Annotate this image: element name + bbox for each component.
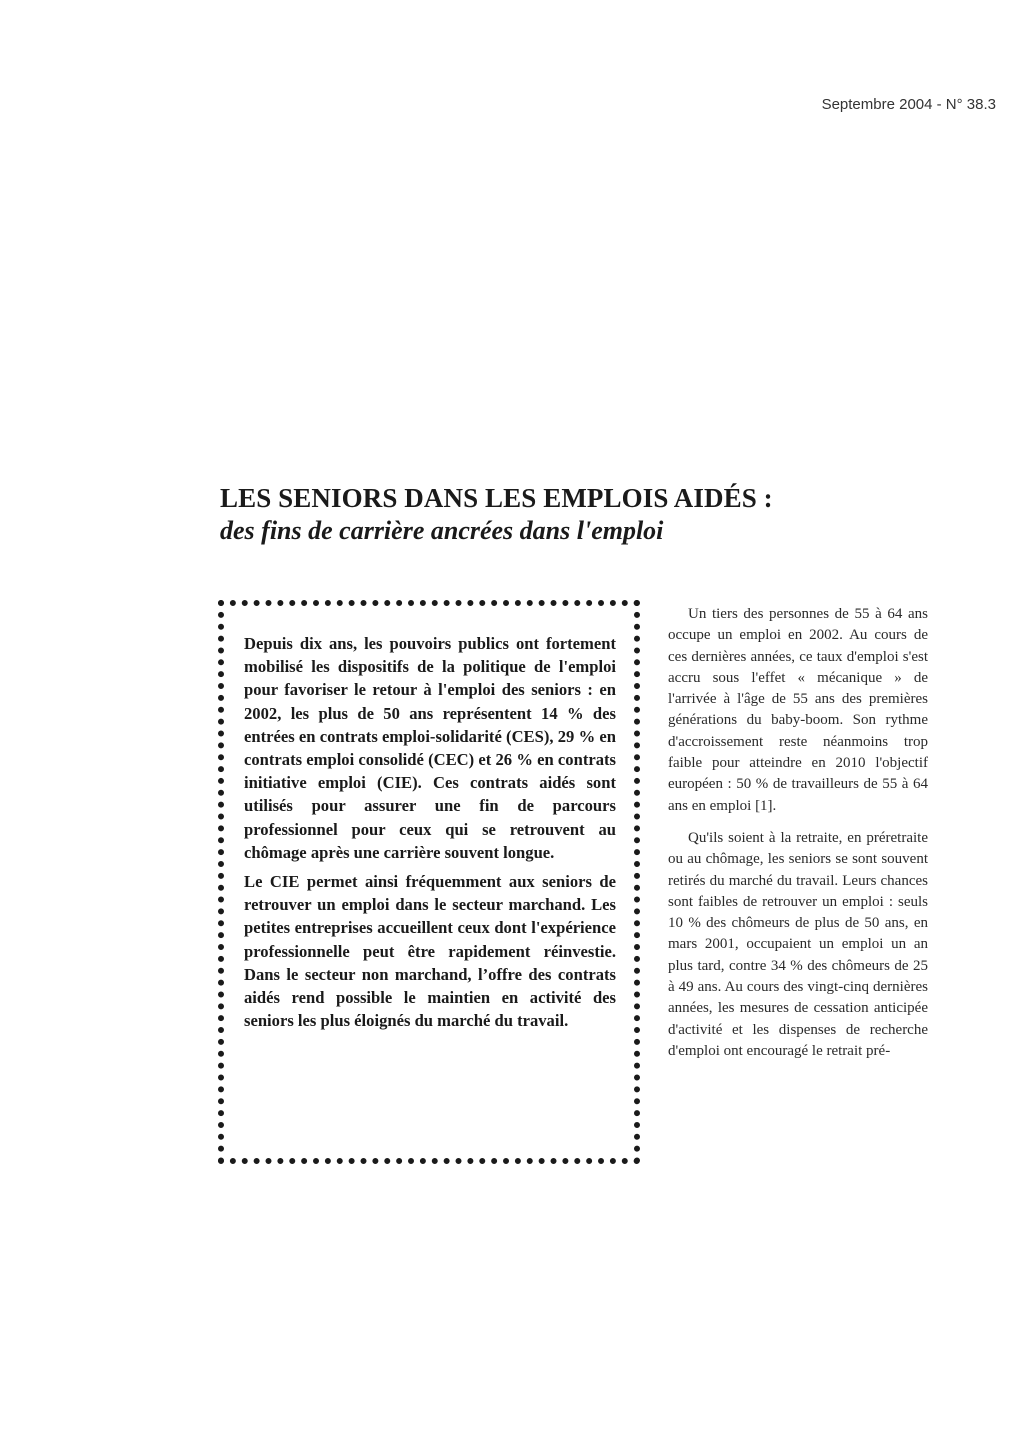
summary-paragraph-1: Depuis dix ans, les pouvoirs publics ont fortement mobilisé les dispositifs de la politique de l'emploi pour favoriser le retour à l'emploi des seniors : en 2002, les plus de 50 ans représentent 14 % des entrées en contrats emploi-solidarité (CES), 29 % en contrats emploi consolidé (CEC) et 26 % en contrats initiative emploi (CIE). Ces contrats aidés sont utilisés pour assurer une fin de parcours professionnel pour ceux qui se retrouvent au chômage après une carrière souvent longue. — [244, 634, 616, 862]
issue-date: Septembre 2004 - N° 38.3 — [821, 96, 996, 113]
summary-box — [218, 600, 640, 1164]
subtitle: des fins de carrière ancrées dans l'emploi — [220, 516, 664, 545]
body-column — [668, 604, 928, 1073]
title-block — [220, 482, 920, 548]
body-paragraph-2: Qu'ils soient à la retraite, en préretraite ou au chômage, les seniors se sont souvent retirés du marché du travail. Leurs chances sont faibles de retrouver un emploi : seuls 10 % des chômeurs de plus de 50 ans, en mars 2001, occupaient un emploi un an plus tard, contre 34 % des chômeurs de 25 à 49 ans. Au cours des vingt-cinq dernières années, les mesures de cessation anticipée d'activité et les dispenses de recherche d'emploi ont encouragé le retrait pré- — [668, 829, 928, 1059]
body-paragraph-1: Un tiers des personnes de 55 à 64 ans occupe un emploi en 2002. Au cours de ces dernières années, ce taux d'emploi s'est accru sous l'effet « mécanique » de l'arrivée à l'âge de 55 ans des premières générations du baby-boom. Son rythme d'accroissement reste néanmoins trop faible pour atteindre en 2010 l'objectif européen : 50 % de travailleurs de 55 à 64 ans en emploi [1]. — [668, 606, 928, 814]
summary-paragraph-2: Le CIE permet ainsi fréquemment aux seniors de retrouver un emploi dans le secteur marchand. Les petites entreprises accueillent ceux dont l'expérience professionnelle peut être rapidement réinvestie. Dans le secteur non marchand, l’offre des contrats aidés rend possible le maintien en activité des seniors les plus éloignés du marché du travail. — [244, 872, 616, 1031]
main-title: LES SENIORS DANS LES EMPLOIS AIDÉS : — [220, 483, 773, 513]
